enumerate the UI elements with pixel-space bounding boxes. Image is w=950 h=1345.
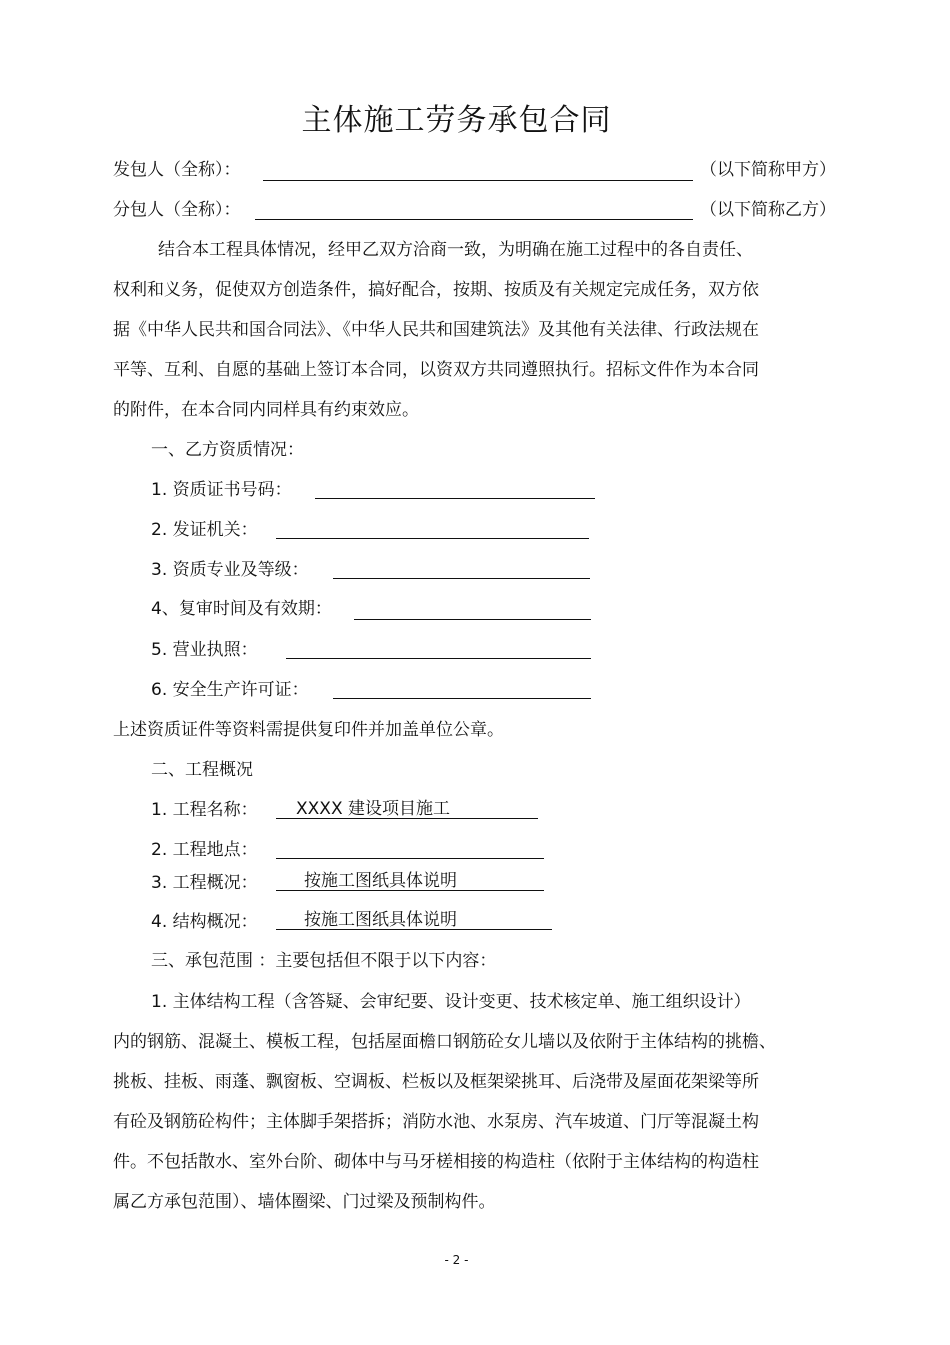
qualification-label: 4、复审时间及有效期： (151, 599, 332, 619)
qualification-label: 5. 营业执照： (151, 640, 258, 660)
qualification-blank[interactable] (315, 498, 595, 499)
scope-line: 1. 主体结构工程（含答疑、会审纪要、设计变更、技术核定单、施工组织设计） (151, 992, 751, 1012)
qualification-blank[interactable] (333, 698, 591, 699)
scope-line: 件。不包括散水、室外台阶、砌体中与马牙槎相接的构造柱（依附于主体结构的构造柱 (113, 1152, 759, 1172)
party-a-label: 发包人（全称）： (113, 160, 241, 180)
qualification-blank[interactable] (286, 658, 591, 659)
section2-heading: 二、工程概况 (151, 760, 253, 780)
section1-heading: 一、乙方资质情况： (151, 440, 304, 460)
intro-line: 据《中华人民共和国合同法》、《中华人民共和国建筑法》及其他有关法律、行政法规在 (113, 320, 759, 340)
intro-line: 平等、互利、自愿的基础上签订本合同，以资双方共同遵照执行。招标文件作为本合同 (113, 360, 759, 380)
project-location-field[interactable] (276, 838, 544, 859)
party-a-suffix: （以下简称甲方） (700, 160, 836, 180)
scope-line: 挑板、挂板、雨蓬、飘窗板、空调板、栏板以及框架梁挑耳、后浇带及屋面花架梁等所 (113, 1072, 759, 1092)
party-a-blank[interactable] (263, 180, 693, 181)
section1-note: 上述资质证件等资料需提供复印件并加盖单位公章。 (113, 720, 504, 740)
project-item-label: 1. 工程名称： (151, 800, 258, 820)
party-b-suffix: （以下简称乙方） (700, 200, 836, 220)
structure-overview-field[interactable]: 按施工图纸具体说明 (276, 910, 552, 930)
qualification-blank[interactable] (333, 578, 590, 579)
qualification-blank[interactable] (276, 538, 589, 539)
scope-line: 属乙方承包范围）、墙体圈梁、门过梁及预制构件。 (113, 1192, 496, 1212)
qualification-label: 6. 安全生产许可证： (151, 680, 309, 700)
project-item-label: 4. 结构概况： (151, 912, 258, 932)
qualification-label: 3. 资质专业及等级： (151, 560, 309, 580)
qualification-blank[interactable] (354, 619, 591, 620)
qualification-label: 2. 发证机关： (151, 520, 258, 540)
party-b-blank[interactable] (255, 219, 693, 220)
section3-heading: 三、承包范围 ：主要包括但不限于以下内容： (151, 951, 497, 971)
intro-line: 权利和义务，促使双方创造条件，搞好配合，按期、按质及有关规定完成任务，双方依 (113, 280, 759, 300)
document-title: 主体施工劳务承包合同 (301, 103, 612, 138)
project-item-label: 2. 工程地点： (151, 840, 258, 860)
page-number: - 2 - (444, 1253, 469, 1267)
scope-line: 内的钢筋、混凝土、模板工程，包括屋面檐口钢筋砼女儿墙以及依附于主体结构的挑檐、 (113, 1032, 776, 1052)
intro-line: 结合本工程具体情况，经甲乙双方洽商一致，为明确在施工过程中的各自责任、 (158, 240, 753, 260)
project-item-label: 3. 工程概况： (151, 873, 258, 893)
project-name-field[interactable]: XXXX 建设项目施工 (276, 799, 538, 819)
scope-line: 有砼及钢筋砼构件；主体脚手架搭拆；消防水池、水泵房、汽车坡道、门厅等混凝土构 (113, 1112, 759, 1132)
qualification-label: 1. 资质证书号码： (151, 480, 292, 500)
intro-line: 的附件，在本合同内同样具有约束效应。 (113, 400, 419, 420)
project-overview-field[interactable]: 按施工图纸具体说明 (276, 871, 544, 891)
party-b-label: 分包人（全称）： (113, 200, 241, 220)
